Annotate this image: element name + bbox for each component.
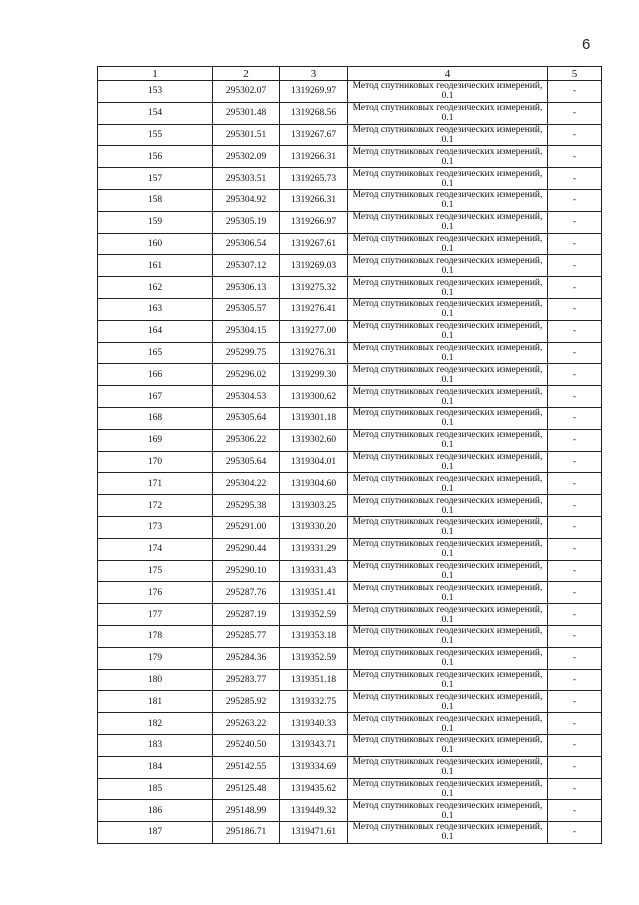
point-number-cell: 155 bbox=[98, 124, 213, 146]
x-coordinate-cell: 295301.51 bbox=[213, 124, 280, 146]
y-coordinate-cell: 1319352.59 bbox=[280, 604, 348, 626]
method-accuracy-cell: Метод спутниковых геодезических измерений, 0.1 bbox=[348, 647, 548, 669]
point-description-cell: - bbox=[548, 277, 602, 299]
table-row bbox=[98, 429, 602, 451]
header-col-5: 5 bbox=[548, 67, 602, 81]
table-row bbox=[98, 516, 602, 538]
y-coordinate-cell: 1319299.30 bbox=[280, 364, 348, 386]
point-number-cell: 170 bbox=[98, 451, 213, 473]
point-number-cell: 181 bbox=[98, 691, 213, 713]
table-row bbox=[98, 625, 602, 647]
y-coordinate-cell: 1319471.61 bbox=[280, 822, 348, 844]
method-accuracy-cell: Метод спутниковых геодезических измерений, 0.1 bbox=[348, 124, 548, 146]
x-coordinate-cell: 295148.99 bbox=[213, 800, 280, 822]
point-description-cell: - bbox=[548, 386, 602, 408]
x-coordinate-cell: 295287.76 bbox=[213, 582, 280, 604]
point-description-cell: - bbox=[548, 124, 602, 146]
y-coordinate-cell: 1319435.62 bbox=[280, 778, 348, 800]
table-row bbox=[98, 386, 602, 408]
method-accuracy-cell: Метод спутниковых геодезических измерений, 0.1 bbox=[348, 168, 548, 190]
table-row bbox=[98, 691, 602, 713]
method-accuracy-cell: Метод спутниковых геодезических измерений, 0.1 bbox=[348, 756, 548, 778]
x-coordinate-cell: 295305.57 bbox=[213, 298, 280, 320]
method-accuracy-cell: Метод спутниковых геодезических измерений, 0.1 bbox=[348, 211, 548, 233]
x-coordinate-cell: 295301.48 bbox=[213, 102, 280, 124]
x-coordinate-cell: 295304.15 bbox=[213, 320, 280, 342]
method-accuracy-cell: Метод спутниковых геодезических измерений, 0.1 bbox=[348, 560, 548, 582]
table-row bbox=[98, 298, 602, 320]
y-coordinate-cell: 1319334.69 bbox=[280, 756, 348, 778]
table-row bbox=[98, 168, 602, 190]
y-coordinate-cell: 1319276.41 bbox=[280, 298, 348, 320]
y-coordinate-cell: 1319300.62 bbox=[280, 386, 348, 408]
point-description-cell: - bbox=[548, 255, 602, 277]
x-coordinate-cell: 295240.50 bbox=[213, 734, 280, 756]
point-description-cell: - bbox=[548, 560, 602, 582]
table-row bbox=[98, 146, 602, 168]
point-number-cell: 161 bbox=[98, 255, 213, 277]
x-coordinate-cell: 295305.64 bbox=[213, 451, 280, 473]
method-accuracy-cell: Метод спутниковых геодезических измерений, 0.1 bbox=[348, 407, 548, 429]
x-coordinate-cell: 295306.22 bbox=[213, 429, 280, 451]
y-coordinate-cell: 1319304.60 bbox=[280, 473, 348, 495]
point-description-cell: - bbox=[548, 342, 602, 364]
x-coordinate-cell: 295304.22 bbox=[213, 473, 280, 495]
y-coordinate-cell: 1319331.29 bbox=[280, 538, 348, 560]
method-accuracy-cell: Метод спутниковых геодезических измерений, 0.1 bbox=[348, 713, 548, 735]
point-description-cell: - bbox=[548, 582, 602, 604]
table-row bbox=[98, 669, 602, 691]
point-number-cell: 160 bbox=[98, 233, 213, 255]
table-row bbox=[98, 734, 602, 756]
point-number-cell: 174 bbox=[98, 538, 213, 560]
method-accuracy-cell: Метод спутниковых геодезических измерений, 0.1 bbox=[348, 189, 548, 211]
table-row bbox=[98, 713, 602, 735]
header-col-4: 4 bbox=[348, 67, 548, 81]
point-number-cell: 173 bbox=[98, 516, 213, 538]
table-row bbox=[98, 451, 602, 473]
point-number-cell: 178 bbox=[98, 625, 213, 647]
header-col-1: 1 bbox=[98, 67, 213, 81]
point-number-cell: 165 bbox=[98, 342, 213, 364]
point-description-cell: - bbox=[548, 713, 602, 735]
point-number-cell: 183 bbox=[98, 734, 213, 756]
table-row bbox=[98, 495, 602, 517]
point-number-cell: 171 bbox=[98, 473, 213, 495]
table-row bbox=[98, 473, 602, 495]
y-coordinate-cell: 1319266.97 bbox=[280, 211, 348, 233]
point-number-cell: 158 bbox=[98, 189, 213, 211]
point-description-cell: - bbox=[548, 778, 602, 800]
point-description-cell: - bbox=[548, 756, 602, 778]
method-accuracy-cell: Метод спутниковых геодезических измерений, 0.1 bbox=[348, 81, 548, 103]
point-number-cell: 182 bbox=[98, 713, 213, 735]
header-row bbox=[98, 67, 602, 81]
y-coordinate-cell: 1319449.32 bbox=[280, 800, 348, 822]
point-number-cell: 179 bbox=[98, 647, 213, 669]
y-coordinate-cell: 1319343.71 bbox=[280, 734, 348, 756]
table-row bbox=[98, 800, 602, 822]
y-coordinate-cell: 1319267.61 bbox=[280, 233, 348, 255]
coordinates-table bbox=[97, 66, 602, 844]
x-coordinate-cell: 295283.77 bbox=[213, 669, 280, 691]
x-coordinate-cell: 295125.48 bbox=[213, 778, 280, 800]
table-row bbox=[98, 604, 602, 626]
y-coordinate-cell: 1319266.31 bbox=[280, 189, 348, 211]
table-row bbox=[98, 560, 602, 582]
method-accuracy-cell: Метод спутниковых геодезических измерений, 0.1 bbox=[348, 669, 548, 691]
y-coordinate-cell: 1319275.32 bbox=[280, 277, 348, 299]
x-coordinate-cell: 295296.02 bbox=[213, 364, 280, 386]
point-description-cell: - bbox=[548, 211, 602, 233]
x-coordinate-cell: 295302.07 bbox=[213, 81, 280, 103]
point-number-cell: 156 bbox=[98, 146, 213, 168]
table-row bbox=[98, 364, 602, 386]
y-coordinate-cell: 1319276.31 bbox=[280, 342, 348, 364]
method-accuracy-cell: Метод спутниковых геодезических измерений, 0.1 bbox=[348, 516, 548, 538]
table-row bbox=[98, 647, 602, 669]
x-coordinate-cell: 295285.92 bbox=[213, 691, 280, 713]
point-number-cell: 175 bbox=[98, 560, 213, 582]
table-row bbox=[98, 538, 602, 560]
table-row bbox=[98, 277, 602, 299]
y-coordinate-cell: 1319352.59 bbox=[280, 647, 348, 669]
x-coordinate-cell: 295304.53 bbox=[213, 386, 280, 408]
point-description-cell: - bbox=[548, 364, 602, 386]
point-description-cell: - bbox=[548, 691, 602, 713]
point-number-cell: 186 bbox=[98, 800, 213, 822]
x-coordinate-cell: 295287.19 bbox=[213, 604, 280, 626]
table-row bbox=[98, 407, 602, 429]
point-number-cell: 163 bbox=[98, 298, 213, 320]
y-coordinate-cell: 1319303.25 bbox=[280, 495, 348, 517]
y-coordinate-cell: 1319353.18 bbox=[280, 625, 348, 647]
point-description-cell: - bbox=[548, 538, 602, 560]
point-description-cell: - bbox=[548, 669, 602, 691]
point-description-cell: - bbox=[548, 168, 602, 190]
y-coordinate-cell: 1319331.43 bbox=[280, 560, 348, 582]
x-coordinate-cell: 295285.77 bbox=[213, 625, 280, 647]
y-coordinate-cell: 1319269.03 bbox=[280, 255, 348, 277]
x-coordinate-cell: 295305.19 bbox=[213, 211, 280, 233]
x-coordinate-cell: 295290.44 bbox=[213, 538, 280, 560]
point-number-cell: 164 bbox=[98, 320, 213, 342]
point-number-cell: 177 bbox=[98, 604, 213, 626]
x-coordinate-cell: 295263.22 bbox=[213, 713, 280, 735]
method-accuracy-cell: Метод спутниковых геодезических измерений, 0.1 bbox=[348, 429, 548, 451]
method-accuracy-cell: Метод спутниковых геодезических измерений, 0.1 bbox=[348, 691, 548, 713]
method-accuracy-cell: Метод спутниковых геодезических измерений, 0.1 bbox=[348, 277, 548, 299]
table-body bbox=[98, 81, 602, 844]
table-row bbox=[98, 211, 602, 233]
x-coordinate-cell: 295302.09 bbox=[213, 146, 280, 168]
point-description-cell: - bbox=[548, 407, 602, 429]
point-description-cell: - bbox=[548, 495, 602, 517]
table-row bbox=[98, 320, 602, 342]
point-description-cell: - bbox=[548, 429, 602, 451]
method-accuracy-cell: Метод спутниковых геодезических измерений, 0.1 bbox=[348, 386, 548, 408]
point-number-cell: 154 bbox=[98, 102, 213, 124]
y-coordinate-cell: 1319302.60 bbox=[280, 429, 348, 451]
table-row bbox=[98, 822, 602, 844]
table-row bbox=[98, 124, 602, 146]
method-accuracy-cell: Метод спутниковых геодезических измерений, 0.1 bbox=[348, 604, 548, 626]
point-number-cell: 169 bbox=[98, 429, 213, 451]
point-description-cell: - bbox=[548, 604, 602, 626]
point-number-cell: 185 bbox=[98, 778, 213, 800]
table-row bbox=[98, 778, 602, 800]
point-number-cell: 153 bbox=[98, 81, 213, 103]
header-col-3: 3 bbox=[280, 67, 348, 81]
y-coordinate-cell: 1319351.18 bbox=[280, 669, 348, 691]
method-accuracy-cell: Метод спутниковых геодезических измерений, 0.1 bbox=[348, 320, 548, 342]
point-number-cell: 187 bbox=[98, 822, 213, 844]
method-accuracy-cell: Метод спутниковых геодезических измерений, 0.1 bbox=[348, 364, 548, 386]
point-description-cell: - bbox=[548, 647, 602, 669]
y-coordinate-cell: 1319340.33 bbox=[280, 713, 348, 735]
y-coordinate-cell: 1319304.01 bbox=[280, 451, 348, 473]
y-coordinate-cell: 1319330.20 bbox=[280, 516, 348, 538]
point-description-cell: - bbox=[548, 81, 602, 103]
point-number-cell: 157 bbox=[98, 168, 213, 190]
method-accuracy-cell: Метод спутниковых геодезических измерений, 0.1 bbox=[348, 342, 548, 364]
method-accuracy-cell: Метод спутниковых геодезических измерений, 0.1 bbox=[348, 625, 548, 647]
point-number-cell: 162 bbox=[98, 277, 213, 299]
x-coordinate-cell: 295303.51 bbox=[213, 168, 280, 190]
x-coordinate-cell: 295290.10 bbox=[213, 560, 280, 582]
table-row bbox=[98, 756, 602, 778]
x-coordinate-cell: 295284.36 bbox=[213, 647, 280, 669]
method-accuracy-cell: Метод спутниковых геодезических измерений, 0.1 bbox=[348, 538, 548, 560]
point-number-cell: 176 bbox=[98, 582, 213, 604]
y-coordinate-cell: 1319266.31 bbox=[280, 146, 348, 168]
y-coordinate-cell: 1319351.41 bbox=[280, 582, 348, 604]
point-number-cell: 168 bbox=[98, 407, 213, 429]
point-description-cell: - bbox=[548, 822, 602, 844]
x-coordinate-cell: 295295.38 bbox=[213, 495, 280, 517]
point-number-cell: 172 bbox=[98, 495, 213, 517]
point-description-cell: - bbox=[548, 320, 602, 342]
point-description-cell: - bbox=[548, 451, 602, 473]
point-description-cell: - bbox=[548, 189, 602, 211]
page-number: 6 bbox=[582, 36, 591, 53]
x-coordinate-cell: 295291.00 bbox=[213, 516, 280, 538]
y-coordinate-cell: 1319265.73 bbox=[280, 168, 348, 190]
table-row bbox=[98, 582, 602, 604]
x-coordinate-cell: 295307.12 bbox=[213, 255, 280, 277]
table-row bbox=[98, 255, 602, 277]
point-number-cell: 166 bbox=[98, 364, 213, 386]
point-description-cell: - bbox=[548, 516, 602, 538]
table-header bbox=[98, 67, 602, 81]
point-description-cell: - bbox=[548, 734, 602, 756]
table-row bbox=[98, 81, 602, 103]
method-accuracy-cell: Метод спутниковых геодезических измерений, 0.1 bbox=[348, 582, 548, 604]
point-description-cell: - bbox=[548, 146, 602, 168]
point-description-cell: - bbox=[548, 298, 602, 320]
method-accuracy-cell: Метод спутниковых геодезических измерений, 0.1 bbox=[348, 734, 548, 756]
method-accuracy-cell: Метод спутниковых геодезических измерений, 0.1 bbox=[348, 800, 548, 822]
point-number-cell: 184 bbox=[98, 756, 213, 778]
table-row bbox=[98, 189, 602, 211]
method-accuracy-cell: Метод спутниковых геодезических измерений, 0.1 bbox=[348, 102, 548, 124]
x-coordinate-cell: 295142.55 bbox=[213, 756, 280, 778]
point-description-cell: - bbox=[548, 625, 602, 647]
point-description-cell: - bbox=[548, 473, 602, 495]
table-row bbox=[98, 342, 602, 364]
table-row bbox=[98, 233, 602, 255]
y-coordinate-cell: 1319332.75 bbox=[280, 691, 348, 713]
y-coordinate-cell: 1319277.00 bbox=[280, 320, 348, 342]
method-accuracy-cell: Метод спутниковых геодезических измерений, 0.1 bbox=[348, 778, 548, 800]
header-col-2: 2 bbox=[213, 67, 280, 81]
y-coordinate-cell: 1319268.56 bbox=[280, 102, 348, 124]
point-description-cell: - bbox=[548, 102, 602, 124]
x-coordinate-cell: 295306.13 bbox=[213, 277, 280, 299]
x-coordinate-cell: 295306.54 bbox=[213, 233, 280, 255]
x-coordinate-cell: 295186.71 bbox=[213, 822, 280, 844]
method-accuracy-cell: Метод спутниковых геодезических измерений, 0.1 bbox=[348, 255, 548, 277]
method-accuracy-cell: Метод спутниковых геодезических измерений, 0.1 bbox=[348, 822, 548, 844]
point-number-cell: 180 bbox=[98, 669, 213, 691]
point-description-cell: - bbox=[548, 233, 602, 255]
x-coordinate-cell: 295299.75 bbox=[213, 342, 280, 364]
method-accuracy-cell: Метод спутниковых геодезических измерений, 0.1 bbox=[348, 146, 548, 168]
method-accuracy-cell: Метод спутниковых геодезических измерений, 0.1 bbox=[348, 473, 548, 495]
method-accuracy-cell: Метод спутниковых геодезических измерений, 0.1 bbox=[348, 451, 548, 473]
table-row bbox=[98, 102, 602, 124]
point-description-cell: - bbox=[548, 800, 602, 822]
method-accuracy-cell: Метод спутниковых геодезических измерений, 0.1 bbox=[348, 233, 548, 255]
point-number-cell: 159 bbox=[98, 211, 213, 233]
y-coordinate-cell: 1319301.18 bbox=[280, 407, 348, 429]
y-coordinate-cell: 1319267.67 bbox=[280, 124, 348, 146]
x-coordinate-cell: 295304.92 bbox=[213, 189, 280, 211]
y-coordinate-cell: 1319269.97 bbox=[280, 81, 348, 103]
method-accuracy-cell: Метод спутниковых геодезических измерений, 0.1 bbox=[348, 298, 548, 320]
point-number-cell: 167 bbox=[98, 386, 213, 408]
method-accuracy-cell: Метод спутниковых геодезических измерений, 0.1 bbox=[348, 495, 548, 517]
x-coordinate-cell: 295305.64 bbox=[213, 407, 280, 429]
